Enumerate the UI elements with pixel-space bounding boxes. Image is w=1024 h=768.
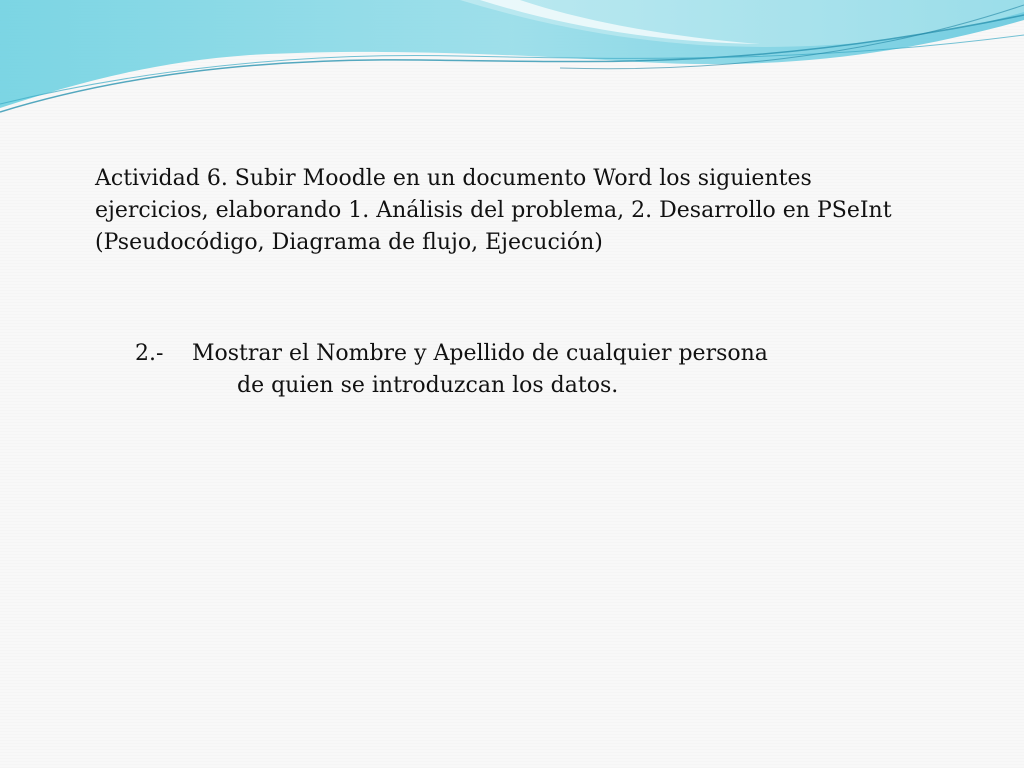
exercise-text-line1: Mostrar el Nombre y Apellido de cualquier persona: [192, 341, 768, 366]
exercise-text-line2: de quien se introduzcan los datos.: [237, 373, 619, 398]
activity-instructions: Actividad 6. Subir Moodle en un documento Word los siguientes ejercicios, elaborando 1. Análisis del problema, 2. Desarrollo en PSeInt (Pseudocódigo, Diagrama de flujo, Ejecución): [95, 166, 892, 255]
header-wave-decoration: [0, 0, 1024, 120]
exercise-item: [135, 338, 835, 402]
exercise-number: 2.-: [135, 341, 164, 366]
